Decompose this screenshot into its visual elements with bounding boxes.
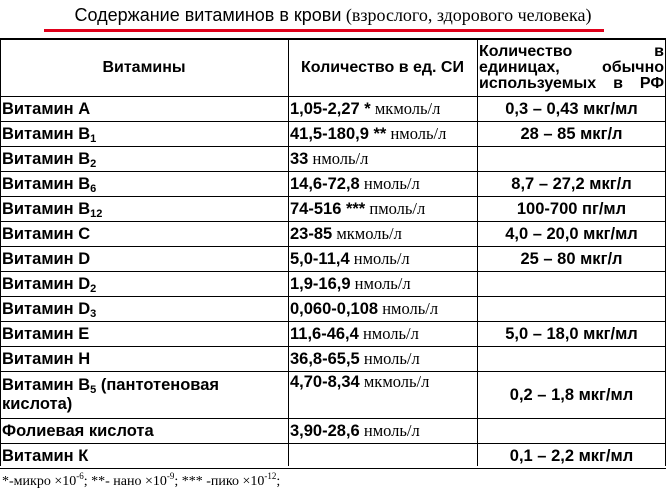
si-value xyxy=(288,322,477,347)
vitamin-name-text: Витамин В xyxy=(2,199,91,218)
vitamin-name xyxy=(0,322,288,347)
si-value xyxy=(288,272,477,297)
footnote-pico: ; *** -пико ×10 xyxy=(174,474,265,489)
footnote-end: ; xyxy=(276,474,281,489)
vitamin-table xyxy=(0,38,666,469)
vitamin-name xyxy=(0,172,288,197)
si-value xyxy=(288,247,477,272)
si-unit: мкмоль/л xyxy=(336,224,402,243)
vitamin-name xyxy=(0,147,288,172)
header-vitamins: Витамины xyxy=(0,39,288,97)
si-value xyxy=(288,419,477,444)
footnote-pico-exp: -12 xyxy=(264,471,277,481)
vitamin-name xyxy=(0,197,288,222)
table-row xyxy=(0,322,666,347)
vitamin-name-text: Витамин В xyxy=(2,149,91,168)
header-si: Количество в ед. СИ xyxy=(288,39,477,97)
footnote-micro-exp: -6 xyxy=(76,471,84,481)
vitamin-subscript: 3 xyxy=(90,307,97,320)
rf-value: 28 – 85 мкг/л xyxy=(477,122,666,147)
si-value xyxy=(288,122,477,147)
si-number: 33 xyxy=(290,150,309,168)
si-value xyxy=(288,172,477,197)
rf-value: 100-700 пг/мл xyxy=(477,197,666,222)
si-value xyxy=(288,222,477,247)
title-main: Содержание витаминов в крови xyxy=(74,5,342,25)
footnote-nano: ; **- нано ×10 xyxy=(83,474,167,489)
table-row xyxy=(0,272,666,297)
si-number: 11,6-46,4 xyxy=(290,325,359,343)
si-unit: нмоль/л xyxy=(353,249,410,268)
si-unit: нмоль/л xyxy=(363,421,420,440)
vitamin-name xyxy=(0,297,288,322)
si-number: 1,05-2,27 * xyxy=(290,100,371,118)
vitamin-name xyxy=(0,122,288,147)
title-underline xyxy=(44,29,604,32)
vitamin-name-text: Витамин D xyxy=(2,299,91,318)
table-row xyxy=(0,122,666,147)
footnote-nano-exp: -9 xyxy=(166,471,175,481)
si-number: 4,70-8,34 xyxy=(290,373,360,391)
table-row xyxy=(0,97,666,122)
table-border-left xyxy=(0,38,1,466)
si-number: 36,8-65,5 xyxy=(290,350,360,368)
vitamin-name-text: Витамин D xyxy=(2,274,91,293)
rf-value xyxy=(477,297,666,322)
footnote xyxy=(2,471,281,490)
si-value xyxy=(288,444,477,469)
table-divider-2 xyxy=(477,38,478,466)
rf-value xyxy=(477,347,666,372)
rf-value: 0,1 – 2,2 мкг/мл xyxy=(477,444,666,469)
table-row xyxy=(0,172,666,197)
table-row xyxy=(0,222,666,247)
si-number: 74-516 *** xyxy=(290,200,366,218)
vitamin-name-text: Витамин Н xyxy=(2,349,91,368)
si-value xyxy=(288,197,477,222)
si-unit: нмоль/л xyxy=(362,324,419,343)
vitamin-name-text: Витамин В xyxy=(2,124,91,143)
si-unit: пмоль/л xyxy=(369,199,426,218)
si-number: 5,0-11,4 xyxy=(290,250,350,268)
si-unit: нмоль/л xyxy=(312,149,369,168)
si-value xyxy=(288,297,477,322)
vitamin-subscript: 2 xyxy=(90,157,97,170)
si-unit: нмоль/л xyxy=(354,274,411,293)
rf-value: 25 – 80 мкг/л xyxy=(477,247,666,272)
si-number: 3,90-28,6 xyxy=(290,422,360,440)
rf-value: 5,0 – 18,0 мкг/мл xyxy=(477,322,666,347)
si-number: 14,6-72,8 xyxy=(290,175,360,193)
rf-value: 0,2 – 1,8 мкг/мл xyxy=(477,372,666,419)
si-unit: нмоль/л xyxy=(390,124,447,143)
si-value xyxy=(288,147,477,172)
table-row xyxy=(0,444,666,469)
vitamin-name xyxy=(0,372,288,419)
si-number: 1,9-16,9 xyxy=(290,275,351,293)
table-row xyxy=(0,147,666,172)
rf-value xyxy=(477,147,666,172)
footnote-micro: *-микро ×10 xyxy=(2,474,77,489)
vitamin-name-text: Витамин К xyxy=(2,446,89,465)
si-value xyxy=(288,347,477,372)
table-row xyxy=(0,347,666,372)
vitamin-name xyxy=(0,347,288,372)
vitamin-subscript: 12 xyxy=(90,207,103,220)
vitamin-name-tail: (пантотеновая кислота) xyxy=(2,376,220,413)
vitamin-name-text: Витамин В xyxy=(2,376,91,394)
vitamin-name xyxy=(0,247,288,272)
vitamin-name-text: Витамин А xyxy=(2,99,91,118)
table-row xyxy=(0,247,666,272)
si-unit: мкмоль/л xyxy=(363,372,430,391)
rf-value xyxy=(477,419,666,444)
rf-value: 0,3 – 0,43 мкг/мл xyxy=(477,97,666,122)
vitamin-name xyxy=(0,222,288,247)
si-value xyxy=(288,97,477,122)
vitamin-name xyxy=(0,419,288,444)
vitamin-name xyxy=(0,97,288,122)
si-value xyxy=(288,372,477,419)
si-number: 23-85 xyxy=(290,225,333,243)
vitamin-name-text: Витамин Е xyxy=(2,324,90,343)
si-unit: нмоль/л xyxy=(382,299,439,318)
vitamin-subscript: 6 xyxy=(90,182,97,195)
vitamin-subscript: 1 xyxy=(90,132,97,145)
vitamin-name xyxy=(0,444,288,469)
table-row xyxy=(0,419,666,444)
table-row xyxy=(0,372,666,419)
vitamin-name-text: Витамин D xyxy=(2,249,91,268)
vitamin-subscript: 5 xyxy=(90,384,97,396)
vitamin-name xyxy=(0,272,288,297)
table-row xyxy=(0,297,666,322)
header-rf: Количество в единицах, обычно используемых в РФ xyxy=(477,39,666,97)
vitamin-name-text: Фолиевая кислота xyxy=(2,421,154,440)
table-header-row xyxy=(0,39,666,97)
vitamin-subscript: 2 xyxy=(90,282,97,295)
rf-value: 8,7 – 27,2 мкг/л xyxy=(477,172,666,197)
si-unit: нмоль/л xyxy=(363,349,420,368)
si-number: 41,5-180,9 ** xyxy=(290,125,387,143)
vitamin-name-text: Витамин В xyxy=(2,174,91,193)
page-title xyxy=(0,4,666,26)
title-note: (взрослого, здорового человека) xyxy=(345,5,592,25)
si-number: 0,060-0,108 xyxy=(290,300,379,318)
table-row xyxy=(0,197,666,222)
rf-value: 4,0 – 20,0 мкг/мл xyxy=(477,222,666,247)
si-unit: мкмоль/л xyxy=(374,99,441,118)
table-divider-1 xyxy=(288,38,289,466)
rf-value xyxy=(477,272,666,297)
si-unit: нмоль/л xyxy=(363,174,420,193)
vitamin-name-text: Витамин С xyxy=(2,224,91,243)
